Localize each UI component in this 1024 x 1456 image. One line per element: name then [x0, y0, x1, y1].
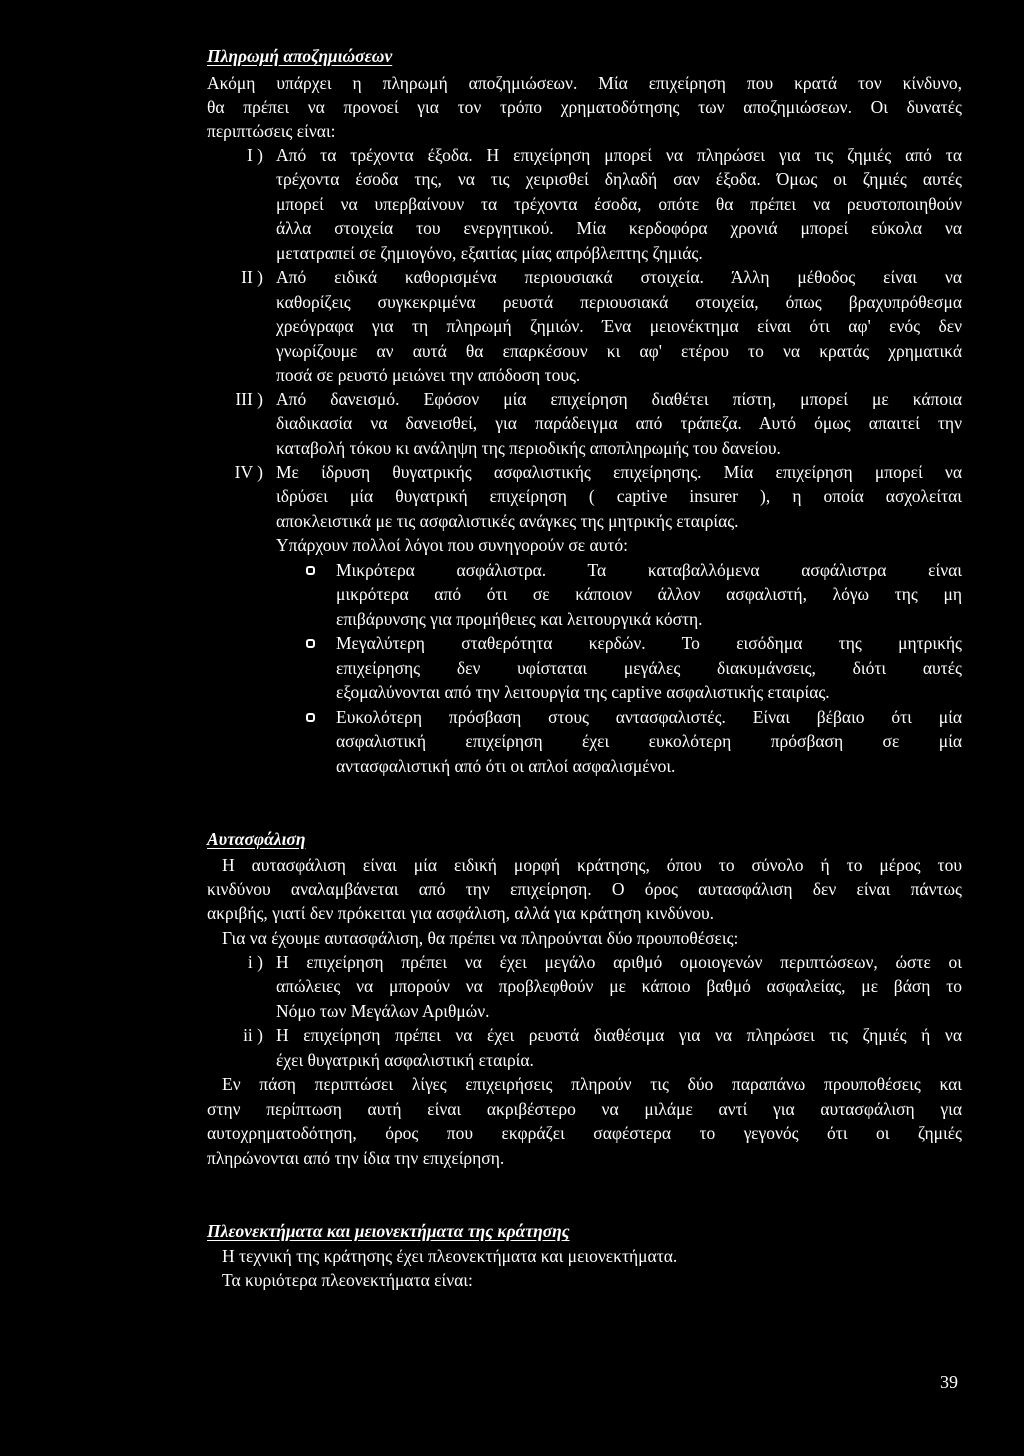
list-item-line: ποσά σε ρευστό μειώνει την απόδοση τους. [276, 365, 581, 385]
list-item-line: τρέχοντα έσοδα της, να τις χειρισθεί δηλαδή σαν έξοδα. Όμως οι ζημιές αυτές [276, 169, 962, 189]
list-number: II ) [241, 267, 263, 287]
paragraph-line: κινδύνου αναλαμβάνεται από την επιχείρηση. Ο όρος αυτασφάλιση δεν είναι πάντως [207, 879, 962, 899]
list-item-line: μετατραπεί σε ζημιογόνο, εξαιτίας μίας απρόβλεπτης ζημιάς. [276, 243, 703, 263]
list-item-line: Από τα τρέχοντα έξοδα. Η επιχείρηση μπορεί να πληρώσει για τις ζημιές από τα [276, 145, 962, 165]
list-number: III ) [235, 389, 263, 409]
list-item-line: γνωρίζουμε αν αυτά θα επαρκέσουν κι αφ' ετέρου το να κρατάς χρηματικά [276, 341, 962, 361]
list-item-line: άλλα στοιχεία του ενεργητικού. Μία κερδοφόρα χρονιά μπορεί εύκολα να [276, 218, 962, 238]
list-number: I ) [246, 145, 263, 165]
bullet-line: επιβάρυνσης για προμήθειες και λειτουργικά κόστη. [336, 609, 703, 629]
bullet-line: μικρότερα από ότι σε κάποιον άλλον ασφαλιστή, λόγω της μη [336, 584, 962, 604]
paragraph-line: στην περίπτωση αυτή είναι ακριβέστερο να μιλάμε αντί για αυτασφάλιση για [207, 1099, 962, 1119]
list-item-line: Από δανεισμό. Εφόσον μία επιχείρηση διαθέτει πίστη, μπορεί με κάποια [276, 389, 962, 409]
paragraph-line: πληρώνονται από την ίδια την επιχείρηση. [207, 1148, 505, 1168]
bullet-line: επιχείρησης δεν υφίσταται μεγάλες διακυμάνσεις, διότι αυτές [336, 658, 962, 678]
bullet-line: Μικρότερα ασφάλιστρα. Τα καταβαλλόμενα ασφάλιστρα είναι [336, 560, 962, 580]
intro-line: Ακόμη υπάρχει η πληρωμή αποζημιώσεων. Μία επιχείρηση που κρατά τον κίνδυνο, [207, 73, 962, 93]
intro-line: θα πρέπει να προνοεί για τον τρόπο χρηματοδότησης των αποζημιώσεων. Οι δυνατές [207, 97, 962, 117]
section-heading-self-insurance: Αυτασφάλιση [207, 829, 306, 849]
bullet-line: εξομαλύνονται από την λειτουργία της captive ασφαλιστικής εταιρίας. [336, 682, 830, 702]
list-item-line: καθορίζεις συγκεκριμένα ρευστά περιουσιακά στοιχεία, όπως βραχυπρόθεσμα [276, 292, 962, 312]
list-item-line: καταβολή τόκου κι ανάληψη της περιοδικής αποπληρωμής του δανείου. [276, 438, 781, 458]
page-number: 39 [940, 1372, 958, 1392]
list-item-line: Νόμο των Μεγάλων Αριθμών. [276, 1001, 490, 1021]
list-item-line: Υπάρχουν πολλοί λόγοι που συνηγορούν σε αυτό: [276, 535, 628, 555]
bullet-line: ασφαλιστική επιχείρηση έχει ευκολότερη πρόσβαση σε μία [336, 731, 962, 751]
section-heading-compensation-payment: Πληρωμή αποζημιώσεων [207, 46, 393, 66]
checkbox-bullet-icon [306, 639, 315, 648]
list-number: IV ) [234, 462, 263, 482]
list-number: ii ) [243, 1025, 263, 1045]
paragraph-line: Για να έχουμε αυτασφάλιση, θα πρέπει να πληρούνται δύο προυποθέσεις: [222, 928, 739, 948]
list-item-line: ιδρύσει μία θυγατρική επιχείρηση ( captive insurer ), η οποία ασχολείται [276, 486, 962, 506]
list-number: i ) [247, 952, 263, 972]
paragraph-line: αυτοχρηματοδότηση, όρος που εκφράζει σαφέστερα το γεγονός ότι οι ζημιές [207, 1123, 962, 1143]
list-item-line: Με ίδρυση θυγατρικής ασφαλιστικής επιχείρησης. Μία επιχείρηση μπορεί να [276, 462, 962, 482]
paragraph-line: ακριβής, γιατί δεν πρόκειται για ασφάλιση, αλλά για κράτηση κινδύνου. [207, 903, 715, 923]
list-item-line: μπορεί να υπερβαίνουν τα τρέχοντα έσοδα, οπότε θα πρέπει να ρευστοποιηθούν [276, 194, 962, 214]
section-heading-advantages: Πλεονεκτήματα και μειονεκτήματα της κράτησης [207, 1221, 570, 1241]
list-item-line: αποκλειστικά με τις ασφαλιστικές ανάγκες της μητρικής εταιρίας. [276, 511, 739, 531]
list-item-line: απώλειες να μπορούν να προβλεφθούν με κάποιο βαθμό ασφαλείας, με βάση το [276, 976, 962, 996]
paragraph-line: Η αυτασφάλιση είναι μία ειδική μορφή κράτησης, όπου το σύνολο ή το μέρος του [222, 855, 962, 875]
paragraph-line: Εν πάση περιπτώσει λίγες επιχειρήσεις πληρούν τις δύο παραπάνω προυποθέσεις και [222, 1074, 962, 1094]
bullet-line: Μεγαλύτερη σταθερότητα κερδών. Το εισόδημα της μητρικής [336, 633, 962, 653]
paragraph-line: Τα κυριότερα πλεονεκτήματα είναι: [222, 1270, 473, 1290]
intro-line: περιπτώσεις είναι: [207, 121, 336, 141]
bullet-line: αντασφαλιστική από ότι οι απλοί ασφαλισμένοι. [336, 756, 676, 776]
bullet-line: Ευκολότερη πρόσβαση στους αντασφαλιστές. Είναι βέβαιο ότι μία [336, 707, 962, 727]
list-item-line: Η επιχείρηση πρέπει να έχει ρευστά διαθέσιμα για να πληρώσει τις ζημιές ή να [276, 1025, 962, 1045]
list-item-line: χρεόγραφα για τη πληρωμή ζημιών. Ένα μειονέκτημα είναι ότι αφ' ενός δεν [276, 316, 962, 336]
paragraph-line: Η τεχνική της κράτησης έχει πλεονεκτήματα και μειονεκτήματα. [222, 1246, 678, 1266]
list-item-line: έχει θυγατρική ασφαλιστική εταιρία. [276, 1050, 534, 1070]
checkbox-bullet-icon [306, 566, 315, 575]
list-item-line: Από ειδικά καθορισμένα περιουσιακά στοιχεία. Άλλη μέθοδος είναι να [276, 267, 962, 287]
list-item-line: Η επιχείρηση πρέπει να έχει μεγάλο αριθμό ομοιογενών περιπτώσεων, ώστε οι [276, 952, 962, 972]
checkbox-bullet-icon [306, 713, 315, 722]
list-item-line: διαδικασία να δανεισθεί, για παράδειγμα από τράπεζα. Αυτό όμως απαιτεί την [276, 413, 962, 433]
